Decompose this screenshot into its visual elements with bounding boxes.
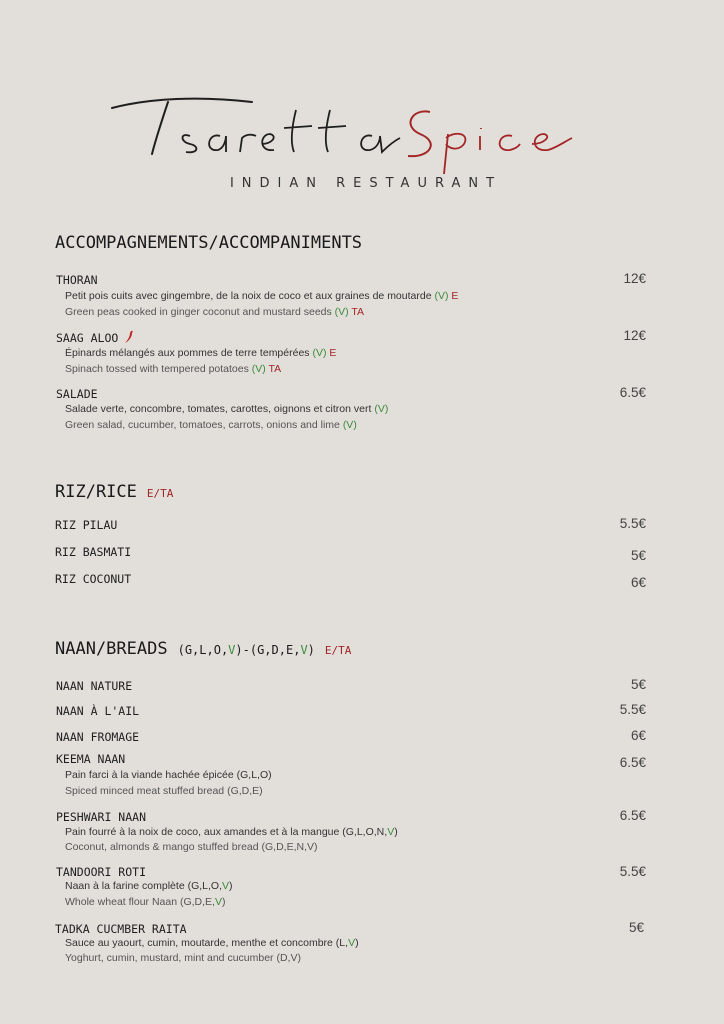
- item-price: 5.5€: [619, 864, 646, 879]
- restaurant-logo: [0, 86, 724, 176]
- allergen-codes: (G,L,O,V)-(G,D,E,V): [177, 643, 315, 657]
- section-tag: E/TA: [324, 644, 352, 657]
- menu-item-salade: SALADE: [56, 387, 98, 401]
- menu-item-peshwari-naan: PESHWARI NAAN: [56, 810, 147, 824]
- item-price: 6.5€: [619, 808, 646, 823]
- item-price: 12€: [623, 328, 646, 343]
- menu-item-keema-naan: KEEMA NAAN: [56, 752, 126, 766]
- menu-item-tadka-cucumber-raita: TADKA CUCMBER RAITA: [55, 922, 187, 936]
- item-description-en: Spinach tossed with tempered potatoes (V) TA: [65, 363, 282, 375]
- chili-pepper-icon: [124, 330, 134, 344]
- item-description-fr: Sauce au yaourt, cumin, moutarde, menthe et concombre (L,V): [65, 937, 359, 949]
- menu-item-riz-pilau: RIZ PILAU: [55, 518, 118, 532]
- item-price: 12€: [623, 271, 646, 286]
- menu-item-naan-fromage: NAAN FROMAGE: [56, 730, 140, 744]
- item-price: 5.5€: [619, 516, 646, 531]
- item-description-fr: Naan à la farine complète (G,L,O,V): [65, 880, 233, 892]
- item-description-fr: Pain farci à la viande hachée épicée (G,L,O): [65, 769, 272, 781]
- section-title-rice: RIZ/RICE E/TA: [55, 482, 174, 502]
- item-description-en: Green peas cooked in ginger coconut and mustard seeds (V) TA: [65, 306, 365, 318]
- item-description-en: Whole wheat flour Naan (G,D,E,V): [65, 896, 226, 908]
- section-tag: E/TA: [146, 487, 174, 500]
- menu-item-naan-nature: NAAN NATURE: [56, 679, 133, 693]
- section-title-breads: NAAN/BREADS (G,L,O,V)-(G,D,E,V) E/TA: [55, 639, 352, 659]
- item-price: 5€: [630, 548, 646, 563]
- item-price: 6.5€: [619, 385, 646, 400]
- item-price: 5€: [628, 920, 644, 935]
- item-description-en: Spiced minced meat stuffed bread (G,D,E): [65, 785, 263, 797]
- item-price: 6€: [630, 575, 646, 590]
- menu-item-tandoori-roti: TANDOORI ROTI: [56, 865, 147, 879]
- item-description-en: Coconut, almonds & mango stuffed bread (G,D,E,N,V): [65, 841, 318, 853]
- item-description-fr: Pain fourré à la noix de coco, aux amandes et à la mangue (G,L,O,N,V): [65, 826, 398, 838]
- item-price: 5.5€: [619, 702, 646, 717]
- section-title-accompaniments: [55, 233, 362, 253]
- menu-item-naan-ail: NAAN À L'AIL: [56, 704, 140, 718]
- menu-item-riz-basmati: RIZ BASMATI: [55, 545, 132, 559]
- restaurant-subtitle: INDIAN RESTAURANT: [229, 176, 503, 191]
- section-title-text: ACCOMPAGNEMENTS/ACCOMPANIMENTS: [55, 233, 363, 253]
- item-description-en: Green salad, cucumber, tomatoes, carrots, onions and lime (V): [65, 419, 357, 431]
- item-description-fr: Épinards mélangés aux pommes de terre tempérées (V) E: [65, 347, 337, 359]
- item-description-en: Yoghurt, cumin, mustard, mint and cucumber (D,V): [65, 952, 301, 964]
- menu-item-thoran: THORAN: [56, 273, 98, 287]
- item-description-fr: Petit pois cuits avec gingembre, de la noix de coco et aux graines de moutarde (V) E: [65, 290, 459, 302]
- menu-item-riz-coconut: RIZ COCONUT: [55, 572, 132, 586]
- item-price: 6€: [630, 728, 646, 743]
- menu-item-saag-aloo: SAAG ALOO: [56, 330, 134, 345]
- item-price: 6.5€: [619, 755, 646, 770]
- item-description-fr: Salade verte, concombre, tomates, carottes, oignons et citron vert (V): [65, 403, 389, 415]
- item-price: 5€: [630, 677, 646, 692]
